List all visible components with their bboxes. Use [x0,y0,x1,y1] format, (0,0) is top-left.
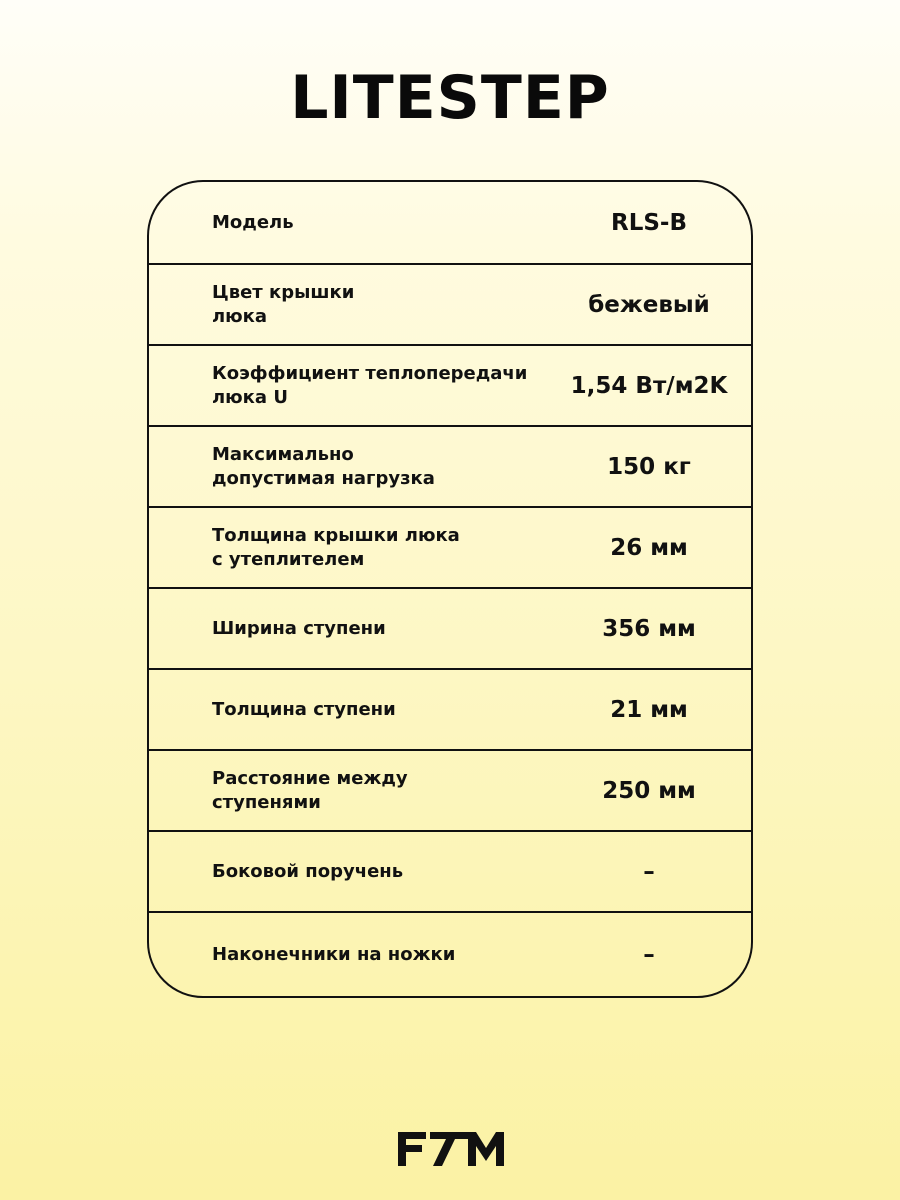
spec-value: RLS-B [610,209,687,236]
spec-label: Максимально допустимая нагрузка [212,443,435,489]
spec-value: 150 кг [607,453,691,480]
spec-value: 250 мм [602,777,696,804]
spec-row-color [149,265,751,346]
spec-row-handrail [149,832,751,913]
spec-label: Цвет крышки люка [212,281,355,327]
spec-value: 356 мм [602,615,696,642]
spec-label: Ширина ступени [212,617,386,639]
spec-label: Толщина крышки люка с утеплителем [212,524,460,570]
spec-row-heat-transfer [149,346,751,427]
spec-value: бежевый [588,291,710,318]
spec-row-leg-tips [149,913,751,996]
spec-label: Боковой поручень [212,860,404,882]
spec-label: Наконечники на ножки [212,943,456,965]
spec-label: Толщина ступени [212,698,396,720]
spec-row-step-width [149,589,751,670]
spec-value: 26 мм [610,534,688,561]
specs-table [147,180,753,998]
page-title: LITESTEP [290,63,610,133]
spec-value: 21 мм [610,696,688,723]
spec-row-step-thickness [149,670,751,751]
spec-label: Модель [212,211,294,233]
spec-row-model [149,182,751,265]
spec-row-lid-thickness [149,508,751,589]
ftm-logo-icon [398,1132,504,1166]
spec-value: – [643,941,655,968]
spec-value: 1,54 Вт/м2K [570,372,728,399]
spec-row-step-distance [149,751,751,832]
spec-row-max-load [149,427,751,508]
spec-label: Коэффициент теплопередачи люка U [212,362,528,408]
spec-label: Расстояние между ступенями [212,767,408,813]
spec-value: – [643,858,655,885]
